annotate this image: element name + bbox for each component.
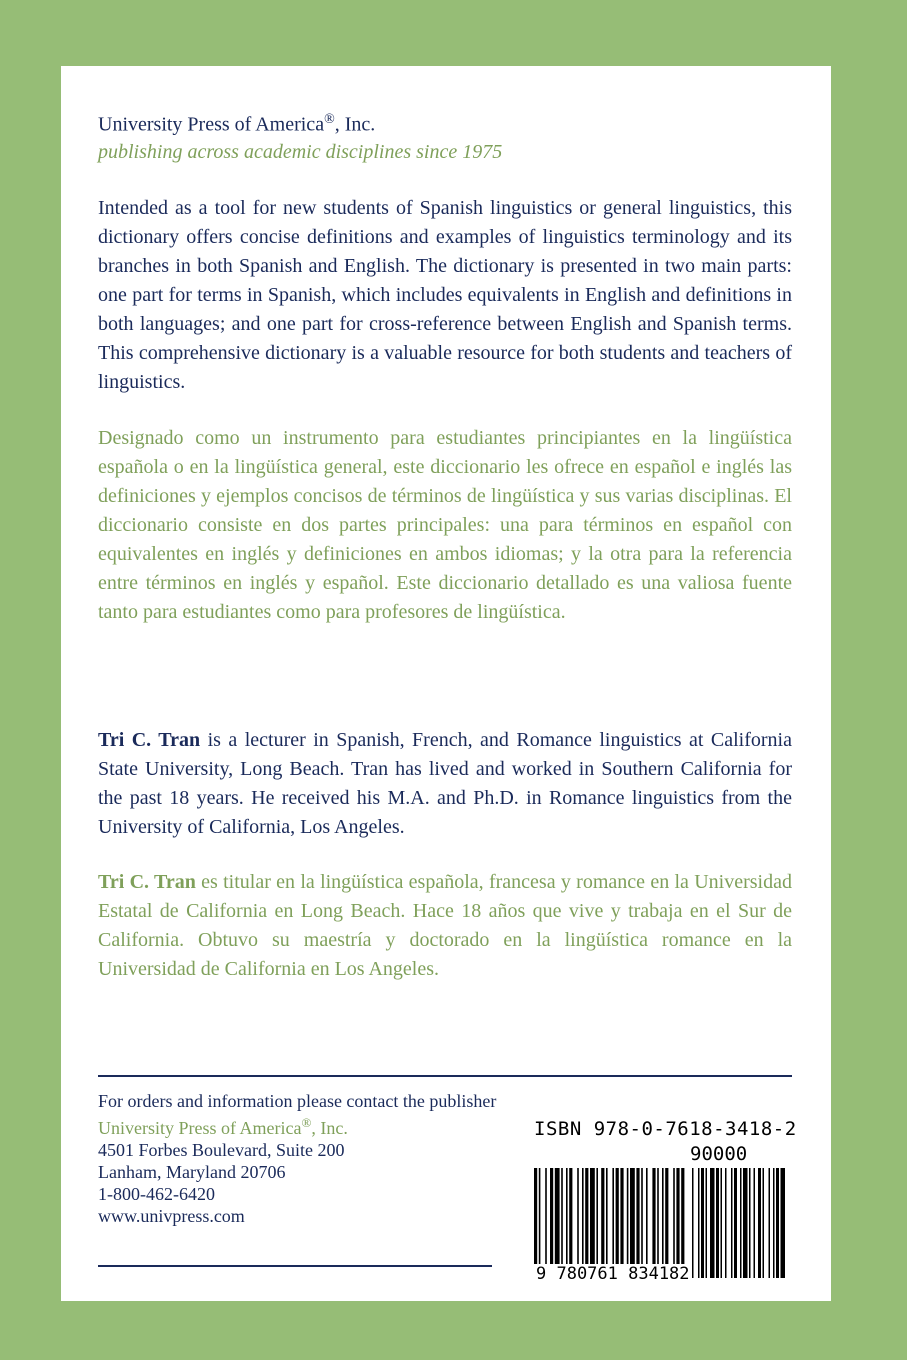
isbn-barcode bbox=[532, 1118, 797, 1288]
author-bio-spanish: Tri C. Tran es titular en la lingüística española, francesa y romance en la Universidad Estatal de California en Long Beach. Hace 18 años que vive y trabaja en el Sur de California. Obtuvo su maestría y doctorado en la lingüística romance en la Universidad de California en Los Angeles. bbox=[98, 871, 792, 980]
isbn-label: ISBN 978-0-7618-3418-2 bbox=[534, 1118, 797, 1140]
barcode-bars bbox=[534, 1168, 786, 1278]
publisher-header bbox=[98, 106, 502, 166]
contact-phone: 1-800-462-6420 bbox=[98, 1184, 215, 1204]
contact-info bbox=[98, 1090, 496, 1227]
contact-address-line2: Lanham, Maryland 20706 bbox=[98, 1162, 286, 1182]
price-code: 90000 bbox=[690, 1143, 748, 1165]
divider-bottom bbox=[98, 1265, 492, 1267]
author-name: Tri C. Tran bbox=[98, 871, 196, 893]
author-bio-english: Tri C. Tran is a lecturer in Spanish, French, and Romance linguistics at California State University, Long Beach. Tran has lived and worked in Southern California for the past 18 years. He received his M.A. and Ph.D. in Romance linguistics from the University of California, Los Angeles. bbox=[98, 729, 792, 838]
contact-heading: For orders and information please contact the publisher bbox=[98, 1091, 497, 1111]
publisher-name: University Press of America®, Inc. bbox=[98, 112, 376, 136]
author-name: Tri C. Tran bbox=[98, 729, 201, 751]
description-english: Intended as a tool for new students of Spanish linguistics or general linguistics, this dictionary offers concise definitions and examples of linguistics terminology and its branches in both Spanish and English. The dictionary is presented in two main parts: one part for terms in Spanish, which includes equivalents in English and definitions in both languages; and one part for cross-reference between English and Spanish terms. This comprehensive dictionary is a valuable resource for both students and teachers of linguistics. bbox=[98, 197, 792, 393]
publisher-tagline: publishing across academic disciplines since 1975 bbox=[98, 140, 503, 163]
contact-publisher: University Press of America®, Inc. bbox=[98, 1115, 348, 1138]
contact-website: www.univpress.com bbox=[98, 1206, 245, 1226]
ean-digits: 9 780761 834182 bbox=[536, 1264, 690, 1284]
back-cover-panel bbox=[61, 66, 831, 1301]
contact-address-line1: 4501 Forbes Boulevard, Suite 200 bbox=[98, 1140, 345, 1160]
divider-top bbox=[98, 1075, 792, 1077]
description-spanish: Designado como un instrumento para estudiantes principiantes en la lingüística española o en la lingüística general, este diccionario les ofrece en español e inglés las definiciones y ejemplos concisos de términos de lingüística y sus varias disciplinas. El diccionario consiste en dos partes principales: una para términos en español con equivalentes en inglés y definiciones en ambos idiomas; y la otra para la referencia entre términos en inglés y español. Este diccionario detallado es una valiosa fuente tanto para estudiantes como para profesores de lingüística. bbox=[98, 427, 792, 623]
